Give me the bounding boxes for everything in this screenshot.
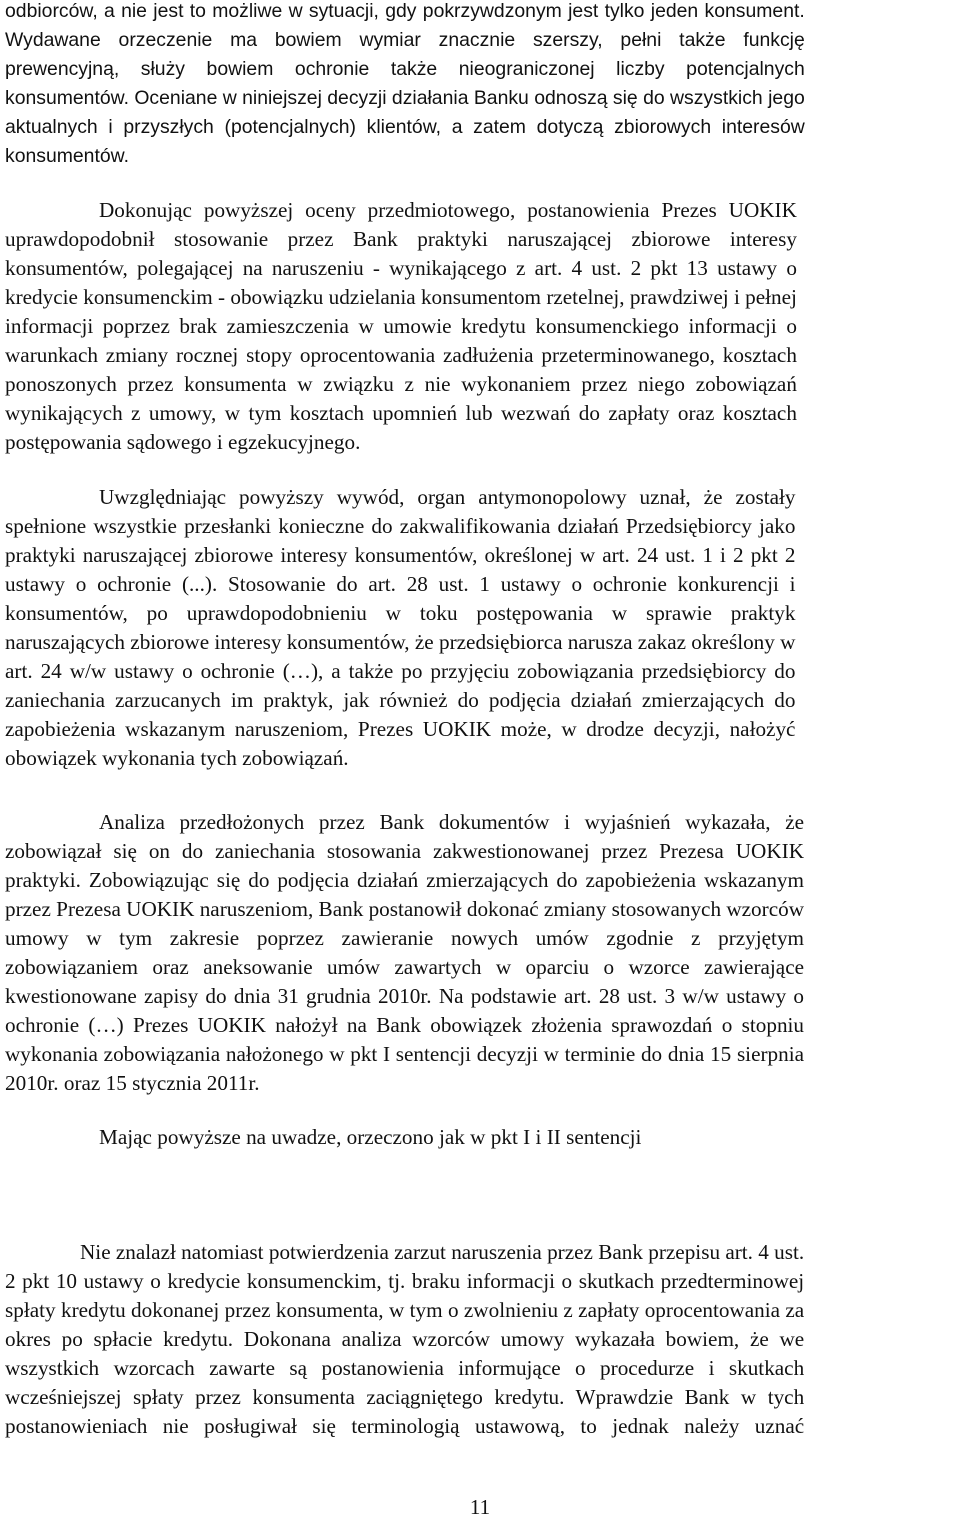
text-line: konsumentów, po uprawdopodobnieniu w toku postępowania w sprawie praktyk (5, 601, 796, 625)
text-line: okres po spłacie kredytu. Dokonana analiza wzorców umowy wykazała bowiem, że we (5, 1327, 805, 1351)
text-line: naruszających zbiorowe interesy konsumentów, że przedsiębiorca narusza zakaz określony w (5, 630, 796, 654)
paragraph-6 (5, 1238, 804, 1441)
text-line: konsumentów. (5, 145, 129, 167)
text-line: Wydawane orzeczenie ma bowiem wymiar znacznie szerszy, pełni także funkcję (5, 29, 805, 51)
text-line: aktualnych i przyszłych (potencjalnych) klientów, a zatem dotyczą zbiorowych interesów (5, 116, 805, 138)
text-line: wykonania zobowiązania nałożonego w pkt I sentencji decyzji w terminie do dnia 15 sierpnia (5, 1042, 805, 1066)
paragraph-4 (5, 808, 804, 1098)
text-line: zobowiązał się on do zaniechania stosowania zakwestionowanej przez Prezesa UOKIK (5, 839, 805, 863)
paragraph-2 (5, 196, 797, 457)
text-line: art. 24 w/w ustawy o ochronie (…), a także po przyjęciu zobowiązania przedsiębiorcy do (5, 659, 796, 683)
text-line: prewencyjną, służy bowiem ochronie także nieograniczonej liczby potencjalnych (5, 58, 805, 80)
paragraph-3 (5, 483, 795, 773)
text-line: konsumentów, polegającej na naruszeniu - wynikającego z art. 4 ust. 2 pkt 13 ustawy o (5, 256, 797, 280)
text-line: konsumentów. Oceniane w niniejszej decyzji działania Banku odnoszą się do wszystkich jego (5, 87, 805, 109)
text-line: ponoszonych przez konsumenta w związku z nie wykonaniem przez niego zobowiązań (5, 372, 797, 396)
text-line: Mając powyższe na uwadze, orzeczono jak w pkt I i II sentencji (99, 1125, 642, 1149)
text-line: praktyki naruszającej zbiorowe interesy konsumentów, określonej w art. 24 ust. 1 i 2 pkt 2 (5, 543, 796, 567)
text-line: obowiązek wykonania tych zobowiązań. (5, 746, 349, 770)
text-line: odbiorców, a nie jest to możliwe w sytuacji, gdy pokrzywdzonym jest tylko jeden konsument. (5, 0, 805, 22)
text-line: wynikających z umowy, w tym kosztach upomnień lub wezwań do zapłaty oraz kosztach (5, 401, 797, 425)
text-line: przez Prezesa UOKIK naruszeniom, Bank postanowił dokonać zmiany stosowanych wzorców (5, 897, 805, 921)
text-line: 2010r. oraz 15 stycznia 2011r. (5, 1071, 260, 1095)
text-line: Nie znalazł natomiast potwierdzenia zarzut naruszenia przez Bank przepisu art. 4 ust. (80, 1240, 805, 1264)
text-line: spłaty kredytu dokonanej przez konsumenta, w tym o zwolnieniu z zapłaty oprocentowania za (5, 1298, 805, 1322)
text-line: ustawy o ochronie (...). Stosowanie do art. 28 ust. 1 ustawy o ochronie konkurencji i (5, 572, 796, 596)
text-line: informacji poprzez brak zamieszczenia w umowie kredytu konsumenckiego informacji o (5, 314, 797, 338)
text-line: wszystkich wzorcach zawarte są postanowienia informujące o procedurze i skutkach (5, 1356, 805, 1380)
text-line: umowy w tym zakresie poprzez zawieranie nowych umów zgodnie z przyjętym (5, 926, 805, 950)
paragraph-1 (5, 0, 805, 171)
text-line: zaniechania zarzucanych im praktyk, jak również do podjęcia działań zmierzających do (5, 688, 796, 712)
text-line: uprawdopodobnił stosowanie przez Bank praktyki naruszającej zbiorowe interesy (5, 227, 797, 251)
page-number: 11 (469, 1495, 491, 1519)
paragraph-5 (5, 1123, 641, 1152)
text-line: 2 pkt 10 ustawy o kredycie konsumenckim, tj. braku informacji o skutkach przedterminowej (5, 1269, 805, 1293)
text-line: zobowiązaniem oraz aneksowanie umów zawartych w oparciu o wzorce zawierające (5, 955, 805, 979)
text-line: zapobieżenia wskazanym naruszeniom, Prezes UOKIK może, w drodze decyzji, nałożyć (5, 717, 796, 741)
text-line: spełnione wszystkie przesłanki konieczne do zakwalifikowania działań Przedsiębiorcy jako (5, 514, 796, 538)
text-line: kwestionowane zapisy do dnia 31 grudnia 2010r. Na podstawie art. 28 ust. 3 w/w ustawy o (5, 984, 805, 1008)
text-line: wcześniejszej spłaty przez konsumenta zaciągniętego kredytu. Wprawdzie Bank w tych (5, 1385, 805, 1409)
text-line: Uwzględniając powyższy wywód, organ antymonopolowy uznał, że zostały (99, 485, 796, 509)
text-line: postanowieniach nie posługiwał się terminologią ustawową, to jednak należy uznać (5, 1414, 805, 1438)
text-line: ochronie (…) Prezes UOKIK nałożył na Bank obowiązek złożenia sprawozdań o stopniu (5, 1013, 805, 1037)
text-line: Analiza przedłożonych przez Bank dokumentów i wyjaśnień wykazała, że (99, 810, 805, 834)
text-line: praktyki. Zobowiązując się do podjęcia działań zmierzających do zapobieżenia wskazanym (5, 868, 805, 892)
text-line: Dokonując powyższej oceny przedmiotowego, postanowienia Prezes UOKIK (99, 198, 797, 222)
text-line: postępowania sądowego i egzekucyjnego. (5, 430, 361, 454)
text-line: warunkach zmiany rocznej stopy oprocentowania zadłużenia przeterminowanego, kosztach (5, 343, 797, 367)
text-line: kredycie konsumenckim - obowiązku udzielania konsumentom rzetelnej, prawdziwej i pełnej (5, 285, 797, 309)
